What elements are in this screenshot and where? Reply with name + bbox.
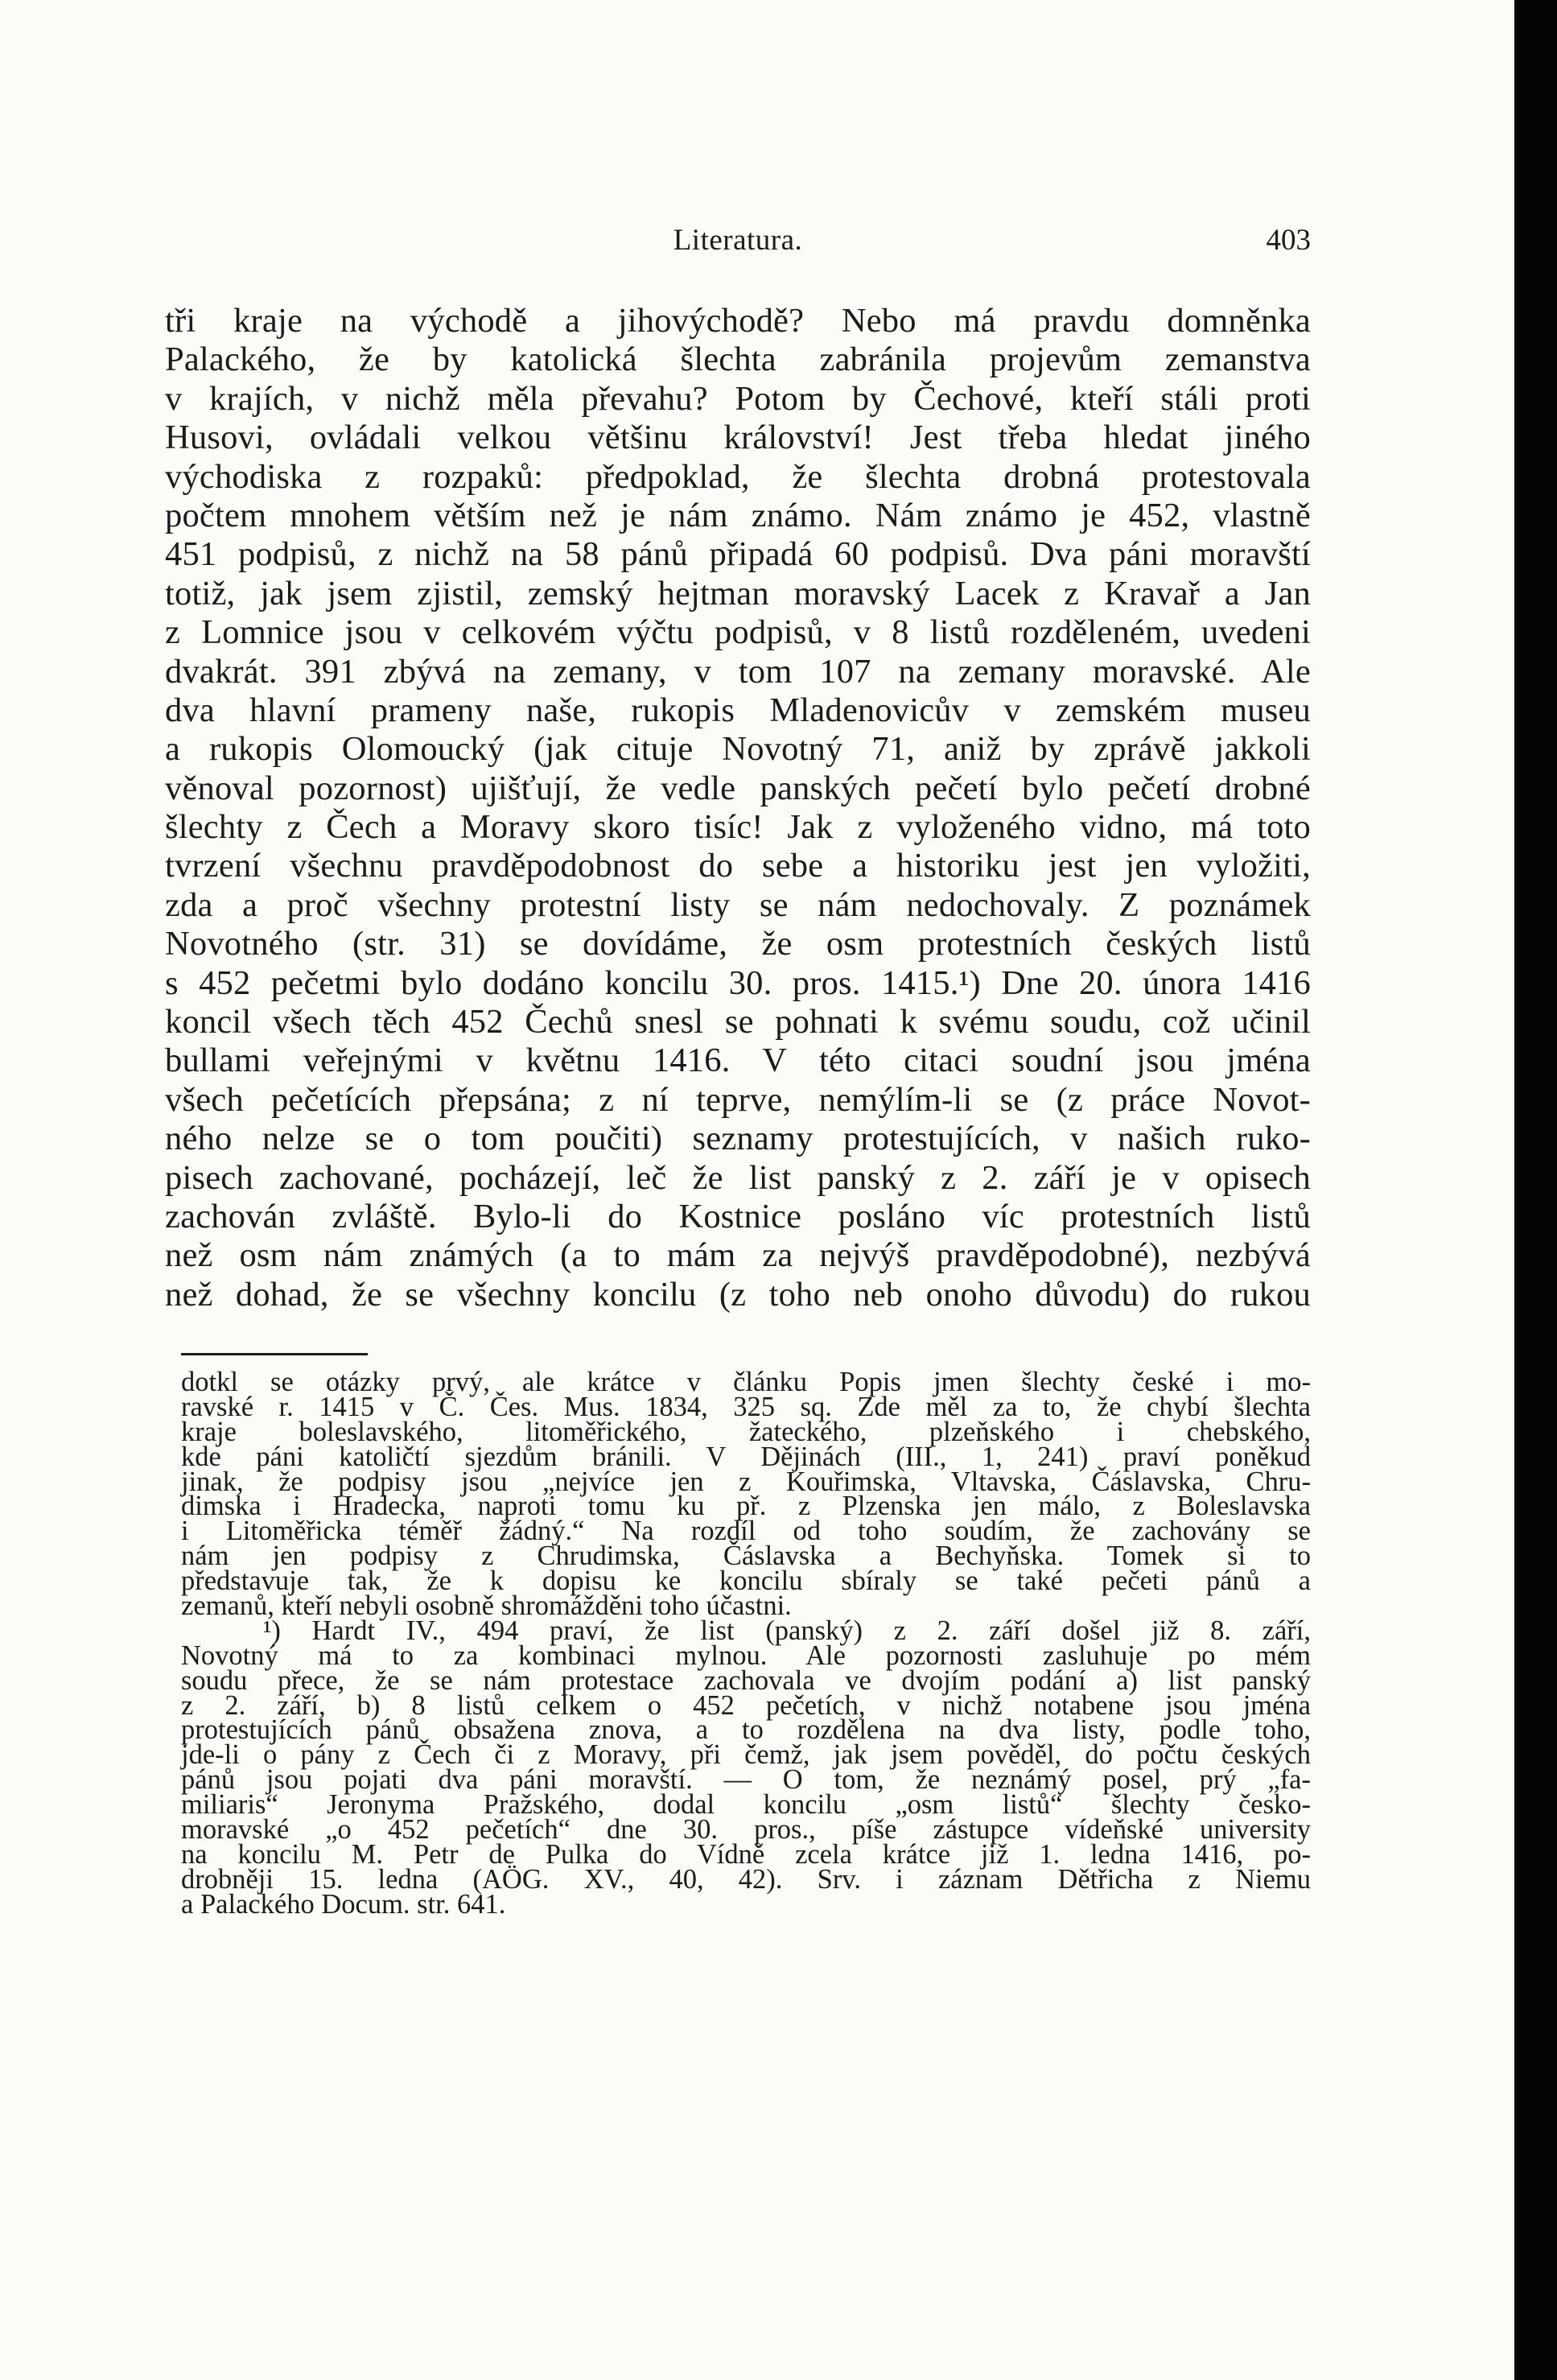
text-line: v krajích, v nichž měla převahu? Potom by Čechové, kteří stáli proti	[165, 379, 1311, 418]
text-line: šlechty z Čech a Moravy skoro tisíc! Jak z vyloženého vidno, má toto	[165, 808, 1311, 847]
scan-border	[1514, 0, 1557, 2380]
footnote-line: ravské r. 1415 v Č. Čes. Mus. 1834, 325 sq. Zde měl za to, že chybí šlechta	[181, 1391, 1311, 1422]
text-line: zda a proč všechny protestní listy se nám nedochovaly. Z poznámek	[165, 885, 1311, 924]
footnote-line: moravské „o 452 pečetích“ dne 30. pros., píše zástupce vídeňské university	[181, 1814, 1311, 1846]
footnote-line: jinak, že podpisy jsou „nejvíce jen z Kouřimska, Vltavska, Čáslavska, Chru-	[181, 1466, 1311, 1497]
footnote-line: dotkl se otázky prvý, ale krátce v článku Popis jmen šlechty české i mo-	[181, 1367, 1311, 1397]
text-line: pisech zachované, pocházejí, leč že list panský z 2. září je v opisech	[165, 1158, 1311, 1197]
text-line: ného nelze se o tom poučiti) seznamy protestujících, v našich ruko-	[165, 1120, 1311, 1158]
footnote-line: protestujících pánů obsažena znova, a to rozdělena na dva listy, podle toho,	[181, 1714, 1311, 1746]
text-line: koncil všech těch 452 Čechů snesl se pohnati k svému soudu, což učinil	[165, 1003, 1311, 1042]
text-line: zachován zvláště. Bylo-li do Kostnice posláno víc protestních listů	[165, 1197, 1311, 1235]
text-line: počtem mnohem větším než je nám známo. Nám známo je 452, vlastně	[165, 496, 1311, 534]
text-line: východiska z rozpaků: předpoklad, že šlechta drobná protestovala	[165, 457, 1311, 496]
text-line: než dohad, že se všechny koncilu (z toho neb onoho důvodu) do rukou	[165, 1275, 1311, 1314]
footnote-line: zemanů, kteří nebyli osobně shromážděni toho účastni.	[181, 1590, 792, 1622]
text-line: Novotného (str. 31) se dovídáme, že osm protestních českých listů	[165, 925, 1311, 963]
text-line: tři kraje na východě a jihovýchodě? Nebo má pravdu domněnka	[165, 302, 1311, 340]
text-line: 451 podpisů, z nichž na 58 pánů připadá 60 podpisů. Dva páni moravští	[165, 535, 1311, 574]
running-title: Literatura.	[673, 224, 803, 257]
footnote-line: pánů jsou pojati dva páni moravští. — O tom, že neznámý posel, prý „fa-	[181, 1764, 1311, 1796]
text-line: a rukopis Olomoucký (jak cituje Novotný 71, aniž by zprávě jakkoli	[165, 730, 1311, 769]
footnote-line: dimska i Hradecka, naproti tomu ku př. z Plzenska jen málo, z Boleslavska	[181, 1491, 1311, 1522]
text-line: věnoval pozornost) ujišťují, že vedle panských pečetí bylo pečetí drobné	[165, 769, 1311, 807]
footnote-line: a Palackého Docum. str. 641.	[181, 1888, 506, 1920]
footnote-line: Novotný má to za kombinaci mylnou. Ale pozornosti zasluhuje po mém	[181, 1640, 1311, 1671]
text-line: dva hlavní prameny naše, rukopis Mladenovicův v zemském museu	[165, 691, 1311, 729]
footnote-line: miliaris“ Jeronyma Pražského, dodal koncilu „osm listů“ šlechty česko-	[181, 1789, 1311, 1821]
footnote-line: z 2. září, b) 8 listů celkem o 452 pečetích, v nichž notabene jsou jména	[181, 1689, 1311, 1721]
footnote-line: představuje tak, že k dopisu ke koncilu sbíraly se také pečeti pánů a	[181, 1565, 1311, 1597]
text-line: než osm nám známých (a to mám za nejvýš pravděpodobné), nezbývá	[165, 1236, 1311, 1275]
text-line: bullami veřejnými v květnu 1416. V této citaci soudní jsou jména	[165, 1042, 1311, 1080]
page-header	[165, 223, 1311, 268]
footnote-line: drobněji 15. ledna (AÖG. XV., 40, 42). Srv. i záznam Dětřicha z Niemu	[181, 1863, 1311, 1895]
footnote-line: jde-li o pány z Čech či z Moravy, při čemž, jak jsem pověděl, do počtu českých	[181, 1739, 1311, 1771]
text-line: Husovi, ovládali velkou většinu království! Jest třeba hledat jiného	[165, 419, 1311, 457]
footnote-line: kraje boleslavského, litoměřického, žateckého, plzeňského i chebského,	[181, 1416, 1311, 1447]
text-line: tvrzení všechnu pravděpodobnost do sebe a historiku jest jen vyložiti,	[165, 847, 1311, 885]
text-line: totiž, jak jsem zjistil, zemský hejtman moravský Lacek z Kravař a Jan	[165, 574, 1311, 613]
main-text	[165, 302, 1311, 1314]
text-line: dvakrát. 391 zbývá na zemany, v tom 107 na zemany moravské. Ale	[165, 652, 1311, 691]
text-line: všech pečetících přepsána; z ní teprve, nemýlím-li se (z práce Novot-	[165, 1080, 1311, 1119]
text-line: z Lomnice jsou v celkovém výčtu podpisů, v 8 listů rozděleném, uvedeni	[165, 613, 1311, 652]
footnote-line: kde páni katoličtí sjezdům bránili. V Dějinách (III., 1, 241) praví poněkud	[181, 1441, 1311, 1472]
page-number: 403	[1266, 224, 1311, 257]
footnote-line: i Litoměřicka téměř žádný.“ Na rozdíl od toho soudím, že zachovány se	[181, 1516, 1311, 1547]
footnote-separator	[181, 1353, 368, 1355]
footnotes	[181, 1367, 1311, 1920]
text-line: Palackého, že by katolická šlechta zabránila projevům zemanstva	[165, 340, 1311, 379]
footnote-line: na koncilu M. Petr de Pulka do Vídně zcela krátce již 1. ledna 1416, po-	[181, 1838, 1311, 1870]
footnote-line: soudu přece, že se nám protestace zachovala ve dvojím podání a) list panský	[181, 1664, 1311, 1696]
footnote-line: ¹) Hardt IV., 494 praví, že list (panský) z 2. září došel již 8. září,	[263, 1615, 1311, 1646]
footnote-line: nám jen podpisy z Chrudimska, Čáslavska a Bechyňska. Tomek si to	[181, 1541, 1311, 1572]
text-line: s 452 pečetmi bylo dodáno koncilu 30. pros. 1415.¹) Dne 20. února 1416	[165, 963, 1311, 1002]
